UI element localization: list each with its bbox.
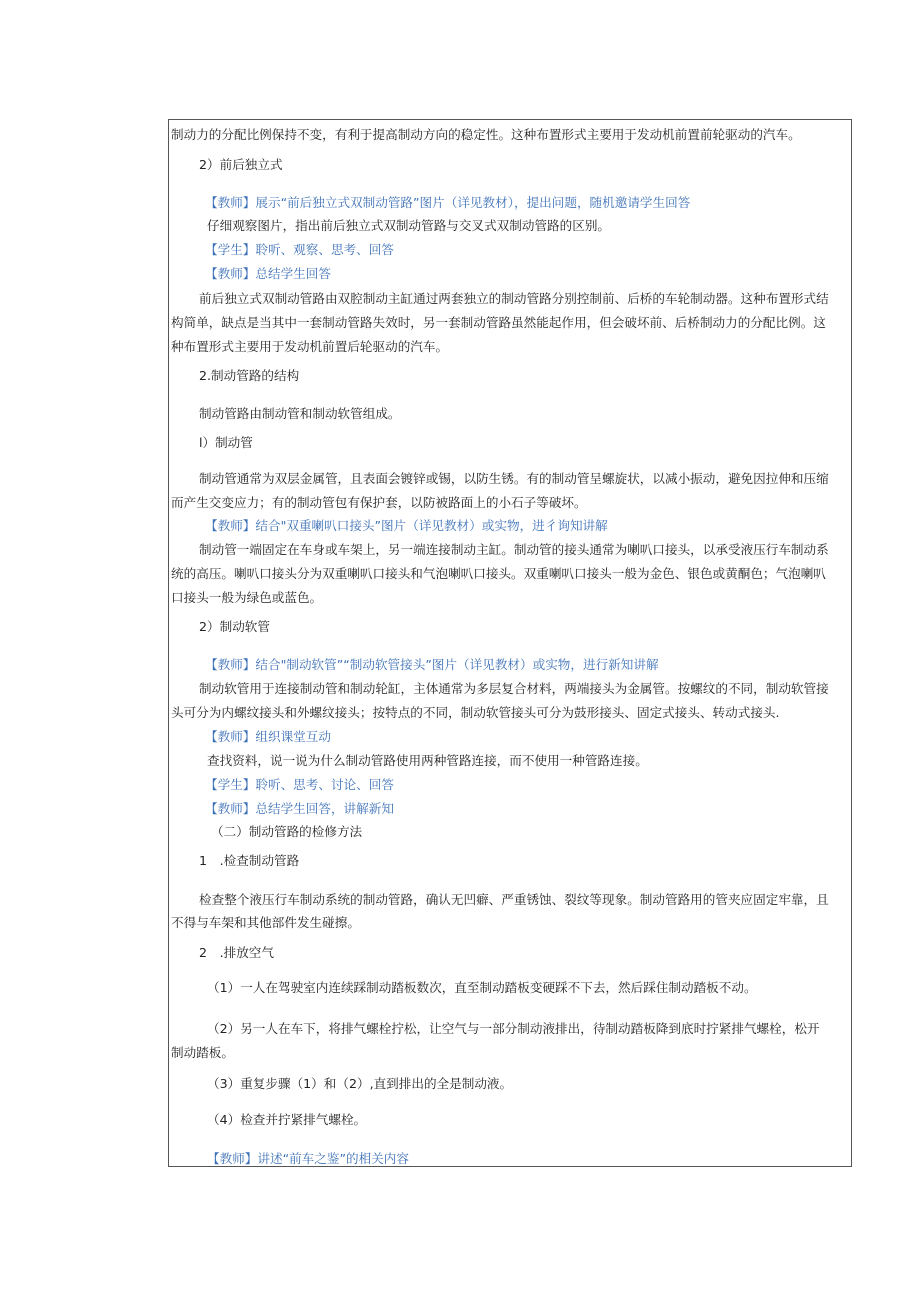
teacher-activity: 【教师】展示“前后独立式双制动管路”图片（详见教材），提出问题，随机邀请学生回答	[205, 195, 691, 210]
paragraph-line: 前后独立式双制动管路由双腔制动主缸通过两套独立的制动管路分别控制前、后桥的车轮制动器。这种布置形式结	[199, 291, 829, 306]
paragraph-line: 制动管一端固定在车身或车架上，另一端连接制动主缸。制动管的接头通常为喇叭口接头，以承受液压行车制动系	[199, 542, 829, 557]
paragraph-line: 而产生交变应力；有的制动管包有保护套，以防被路面上的小石子等破坏。	[171, 495, 587, 510]
teacher-activity: 【教师】组织课堂互动	[205, 729, 331, 744]
teacher-activity: 【教师】结合"制动软管”“制动软管接头”图片（详见教材）或实物，进行新知讲解	[205, 657, 659, 672]
subheading: 2）前后独立式	[199, 157, 283, 172]
subheading: l）制动管	[199, 435, 253, 450]
teacher-activity: 【教师】总结学生回答，讲解新知	[205, 801, 394, 816]
procedure-step: （2）另一人在车下，将排气螺栓拧松，让空气与一部分制动液排出，待制动踏板降到底时拧紧排气螺栓，松开	[207, 1021, 820, 1036]
teacher-activity: 【教师】总结学生回答	[205, 266, 331, 281]
paragraph-line: 头可分为内螺纹接头和外螺纹接头；按特点的不同，制动软管接头可分为鼓形接头、固定式接头、转动式接头.	[171, 705, 780, 720]
subheading: 2 .排放空气	[199, 945, 274, 960]
paragraph-line: 制动软管用于连接制动管和制动轮缸，主体通常为多层复合材料，两端接头为金属管。按螺纹的不同，制动软管接	[199, 681, 829, 696]
paragraph-line: 种布置形式主要用于发动机前置后轮驱动的汽车。	[171, 339, 449, 354]
paragraph-line: 制动踏板。	[171, 1045, 234, 1060]
teacher-activity: 【教师】讲述“前车之鉴”的相关内容	[207, 1151, 409, 1166]
paragraph-line: 查找资料，说一说为什么制动管路使用两种管路连接，而不使用一种管路连接。	[207, 753, 648, 768]
paragraph-line: 构简单，缺点是当其中一套制动管路失效时，另一套制动管路虽然能起作用，但会破坏前、后桥制动力的分配比例。这	[171, 315, 826, 330]
procedure-step: （4）检查并拧紧排气螺栓。	[207, 1112, 367, 1127]
section-heading: （二）制动管路的检修方法	[211, 824, 363, 839]
paragraph-line: 制动管路由制动管和制动软管组成。	[199, 406, 401, 421]
paragraph-line: 制动管通常为双层金属管，且表面会镀锌或锡，以防生锈。有的制动管呈螺旋状，以减小振动，避免因拉伸和压缩	[199, 471, 829, 486]
student-activity: 【学生】聆听、思考、讨论、回答	[205, 777, 394, 792]
teacher-activity: 【教师】结合"双重喇叭口接头”图片（详见教材）或实物，进彳询知讲解	[205, 518, 608, 533]
paragraph-line: 统的高压。喇叭口接头分为双重喇叭口接头和气泡喇叭口接头。双重喇叭口接头一般为金色、银色或黄酮色；气泡喇叭	[171, 566, 826, 581]
procedure-step: （3）重复步骤（1）和（2）,直到排出的全是制动液。	[207, 1076, 513, 1091]
paragraph-line: 口接头一般为绿色或蓝色。	[171, 590, 323, 605]
subheading: 1 .检查制动管路	[199, 853, 300, 868]
section-heading: 2.制动管路的结构	[199, 368, 300, 383]
paragraph-line: 仔细观察图片，指出前后独立式双制动管路与交叉式双制动管路的区别。	[207, 218, 610, 233]
procedure-step: （1）一人在驾驶室内连续踩制动踏板数次，直至制动踏板变硬踩不下去，然后踩住制动踏板不动。	[207, 980, 757, 995]
subheading: 2）制动软管	[199, 619, 270, 634]
paragraph-line: 不得与车架和其他部件发生碰擦。	[171, 915, 360, 930]
paragraph-line: 检查整个液压行车制动系统的制动管路，确认无凹癖、严重锈蚀、裂纹等现象。制动管路用的管夹应固定牢靠，且	[199, 892, 829, 907]
student-activity: 【学生】聆听、观察、思考、回答	[205, 242, 394, 257]
paragraph-line: 制动力的分配比例保持不变，有利于提高制动方向的稳定性。这种布置形式主要用于发动机前置前轮驱动的汽车。	[171, 127, 801, 142]
